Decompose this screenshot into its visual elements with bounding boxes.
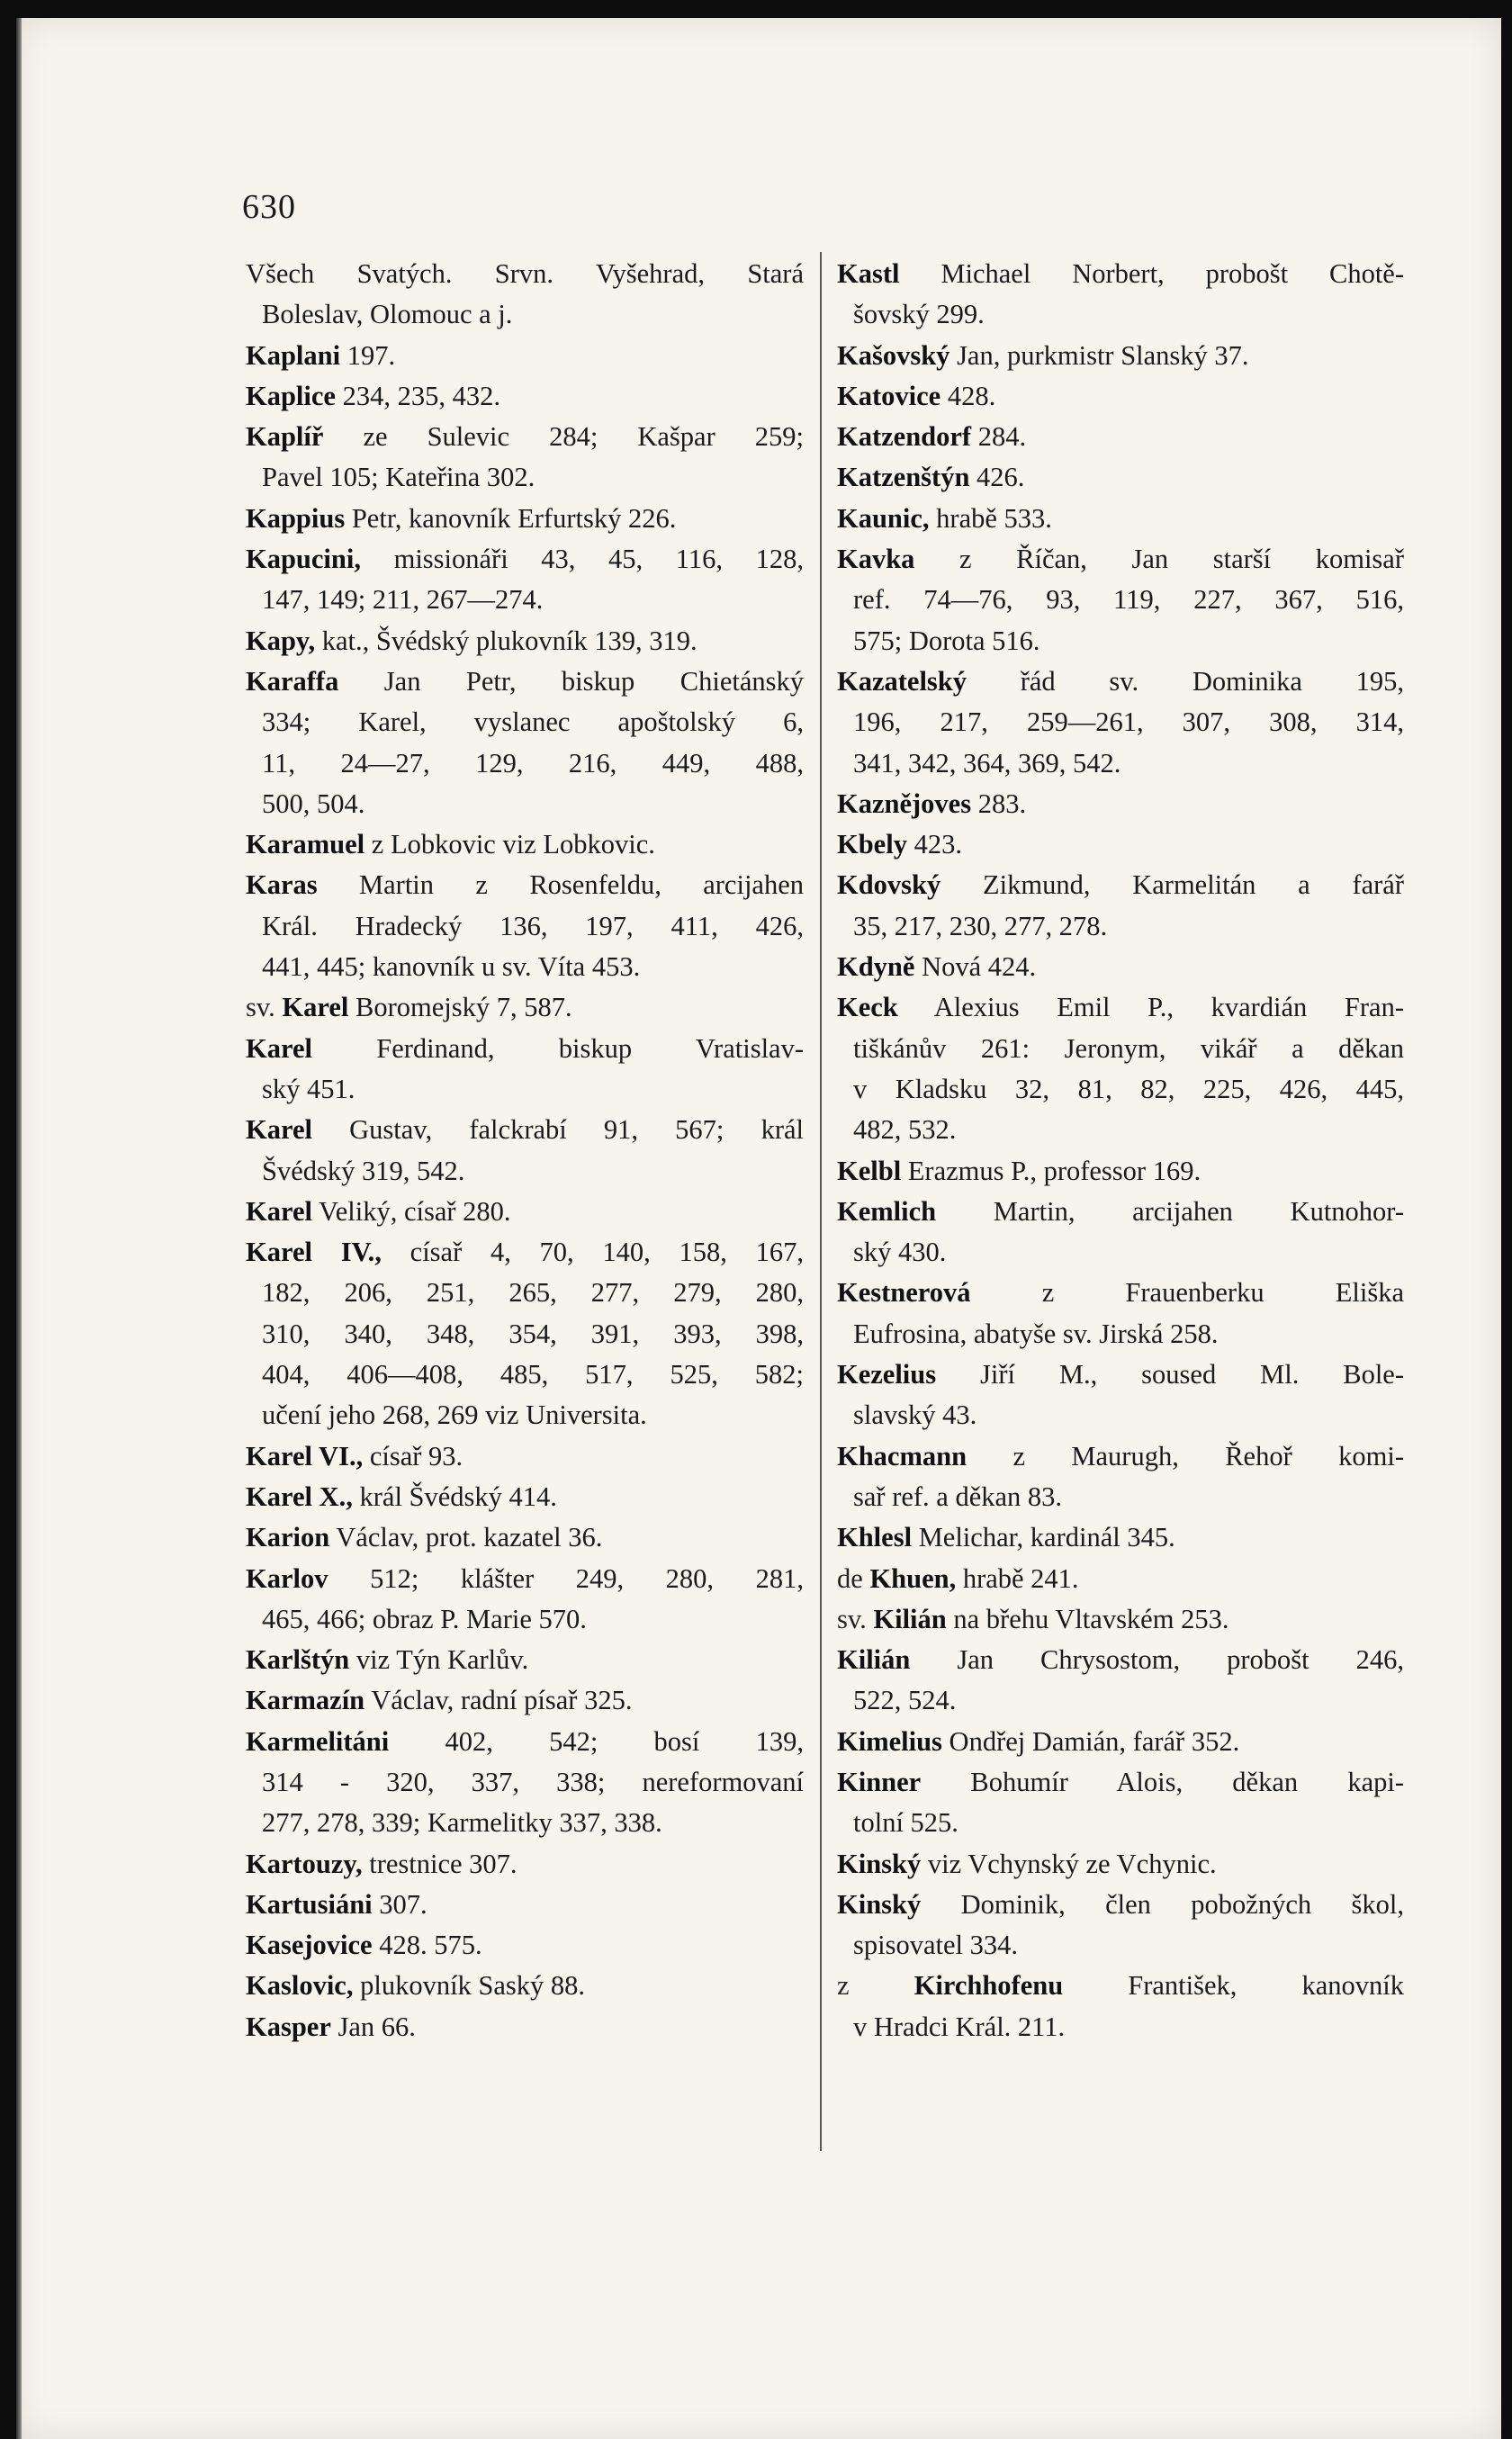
- index-entry: [246, 1722, 804, 1844]
- index-entry: [837, 1762, 1404, 1844]
- entry-text: 307.: [372, 1888, 428, 1920]
- entry-text: 423.: [906, 829, 962, 860]
- index-entry: [837, 1354, 1404, 1436]
- entry-line-continued: slavský 43.: [853, 1400, 977, 1431]
- index-entry: [246, 824, 804, 865]
- index-entry: [837, 1517, 1404, 1558]
- entry-line-first: [837, 1151, 1404, 1192]
- entry-text: Gustav, falckrabí 91, 567; král: [311, 1114, 804, 1146]
- entry-text: 234, 235, 432.: [335, 380, 500, 411]
- entry-headword: Karel: [246, 1032, 312, 1064]
- entry-headword: Karamuel: [246, 829, 365, 860]
- page-number: 630: [242, 188, 296, 226]
- entry-line-first: [246, 1640, 804, 1680]
- entry-headword: Karel IV.,: [246, 1237, 382, 1268]
- entry-headword: Kilián: [873, 1603, 947, 1634]
- page-binding-edge: [16, 18, 22, 2439]
- entry-text: 283.: [971, 788, 1027, 819]
- entry-headword: Katzendorf: [837, 421, 972, 453]
- entry-line-first: [837, 1885, 1404, 1925]
- entry-line-continued: 182, 206, 251, 265, 277, 279, 280,: [262, 1277, 804, 1309]
- entry-headword: Kbely: [837, 829, 907, 860]
- entry-headword: Karel X.,: [246, 1480, 353, 1512]
- index-entry: [837, 1273, 1404, 1354]
- entry-headword: Kezelius: [837, 1359, 937, 1390]
- entry-headword: Kdyně: [837, 951, 915, 983]
- entry-headword: Kinský: [837, 1888, 922, 1920]
- entry-text: císař 4, 70, 140, 158, 167,: [381, 1237, 805, 1268]
- entry-line-first: [246, 662, 804, 702]
- entry-line-continued: 404, 406—408, 485, 517, 525, 582;: [262, 1359, 804, 1390]
- index-entry: [837, 1151, 1404, 1192]
- entry-line-continued: 35, 217, 230, 277, 278.: [853, 910, 1108, 941]
- index-entry: [837, 1559, 1404, 1599]
- entry-line-first: [837, 865, 1404, 905]
- entry-headword: Katovice: [837, 380, 941, 411]
- index-entry: [246, 1517, 804, 1558]
- index-entry: [246, 1966, 804, 2006]
- entry-line-continued: 522, 524.: [853, 1685, 957, 1716]
- entry-headword: Karas: [246, 869, 318, 901]
- entry-line-first: [246, 1029, 804, 1069]
- index-entry: [246, 865, 804, 987]
- entry-text: Jan, purkmistr Slanský 37.: [950, 339, 1249, 371]
- entry-headword: Kapy,: [246, 625, 316, 656]
- entry-line-continued: tolní 525.: [853, 1807, 958, 1839]
- entry-line-first: [246, 376, 804, 417]
- entry-headword: Kartusiáni: [246, 1888, 373, 1920]
- entry-text: Nová 424.: [914, 951, 1037, 983]
- index-entry: [837, 539, 1404, 662]
- entry-text: Bohumír Alois, děkan kapi-: [921, 1766, 1404, 1797]
- entry-line-first: [837, 1354, 1404, 1395]
- entry-headword: Karel: [246, 1195, 312, 1227]
- entry-text: František, kanovník: [1063, 1970, 1404, 2002]
- entry-line-continued: 341, 342, 364, 369, 542.: [853, 747, 1121, 778]
- entry-prefix: z: [837, 1970, 914, 2002]
- entry-line-continued: učení jeho 268, 269 viz Universita.: [262, 1400, 647, 1431]
- entry-line-continued: 334; Karel, vyslanec apoštolský 6,: [262, 706, 804, 738]
- entry-headword: Kaslovic,: [246, 1970, 354, 2002]
- entry-text: Erazmus P., professor 169.: [901, 1155, 1202, 1186]
- index-entry: [246, 1110, 804, 1192]
- entry-text: Alexius Emil P., kvardián Fran-: [897, 992, 1404, 1023]
- entry-headword: Karlštýn: [246, 1644, 350, 1676]
- entry-line-first: [246, 1925, 804, 1966]
- index-entry: [837, 662, 1404, 784]
- entry-headword: Katzenštýn: [837, 462, 970, 493]
- entry-line-continued: ský 430.: [853, 1237, 947, 1268]
- entry-text: Martin, arcijahen Kutnohor-: [936, 1195, 1404, 1227]
- entry-line-first: [837, 1192, 1404, 1232]
- entry-line-first: [837, 457, 1404, 498]
- entry-line-first: [246, 1559, 804, 1599]
- entry-line-continued: 465, 466; obraz P. Marie 570.: [262, 1603, 587, 1634]
- index-entry: [837, 499, 1404, 539]
- entry-line-continued: Král. Hradecký 136, 197, 411, 426,: [262, 910, 804, 941]
- entry-text: Jan Chrysostom, probošt 246,: [910, 1644, 1404, 1676]
- entry-line-first: [837, 1436, 1404, 1477]
- index-entry: [246, 539, 804, 621]
- entry-line-first: [246, 1844, 804, 1885]
- entry-headword: Karel: [246, 1114, 312, 1146]
- entry-headword: Kirchhofenu: [914, 1970, 1064, 2002]
- entry-headword: Kelbl: [837, 1155, 902, 1186]
- index-entry: [246, 376, 804, 417]
- index-entry: [246, 254, 804, 336]
- index-column-right: [837, 254, 1404, 2048]
- entry-text: Ondřej Damián, farář 352.: [941, 1725, 1240, 1757]
- entry-prefix: de: [837, 1562, 870, 1594]
- entry-prefix: sv.: [837, 1603, 874, 1634]
- index-entry: [246, 499, 804, 539]
- entry-text: na břehu Vltavském 253.: [946, 1603, 1229, 1634]
- index-entry: [246, 1559, 804, 1641]
- entry-headword: Kilián: [837, 1644, 911, 1676]
- entry-text: Veliký, císař 280.: [311, 1195, 511, 1227]
- entry-text: z Frauenberku Eliška: [970, 1277, 1404, 1309]
- entry-line-first: [837, 1844, 1404, 1885]
- entry-line-first: [246, 499, 804, 539]
- entry-headword: Khlesl: [837, 1522, 913, 1553]
- entry-text: 197.: [340, 339, 396, 371]
- entry-line-first: [837, 662, 1404, 702]
- index-entry: [246, 1640, 804, 1680]
- entry-line-continued: sař ref. a děkan 83.: [853, 1480, 1063, 1512]
- entry-headword: Karaffa: [246, 665, 339, 697]
- entry-line-continued: tiškánův 261: Jeronym, vikář a děkan: [853, 1032, 1404, 1064]
- index-entry: [246, 1232, 804, 1436]
- entry-headword: Khuen,: [869, 1562, 957, 1594]
- entry-line-first: [837, 824, 1404, 865]
- entry-headword: Karel: [282, 992, 349, 1023]
- entry-text: z Maurugh, Řehoř komi-: [967, 1440, 1404, 1472]
- entry-line-first: [246, 1517, 804, 1558]
- entry-headword: Khacmann: [837, 1440, 968, 1472]
- index-entry: [837, 1436, 1404, 1518]
- entry-line-continued: v Hradci Král. 211.: [853, 2011, 1066, 2042]
- entry-line-first: [246, 254, 804, 294]
- index-entry: [246, 417, 804, 499]
- entry-text: Melichar, kardinál 345.: [912, 1522, 1175, 1553]
- entry-text: Jiří M., soused Ml. Bole-: [936, 1359, 1404, 1390]
- entry-headword: Kimelius: [837, 1725, 942, 1757]
- index-entry: [837, 1722, 1404, 1762]
- entry-text: kat., Švédský plukovník 139, 319.: [315, 625, 698, 656]
- index-entry: [837, 1966, 1404, 2048]
- entry-line-first: [837, 1517, 1404, 1558]
- entry-line-continued: 277, 278, 339; Karmelitky 337, 338.: [262, 1807, 662, 1839]
- index-entry: [246, 336, 804, 376]
- entry-text: Jan 66.: [330, 2011, 416, 2042]
- entry-headword: Kašovský: [837, 339, 950, 371]
- entry-line-first: [837, 1273, 1404, 1313]
- entry-headword: Kasejovice: [246, 1930, 373, 1961]
- index-entry: [837, 987, 1404, 1150]
- entry-text: Jan Petr, biskup Chietánský: [338, 665, 804, 697]
- entry-line-first: [246, 2007, 804, 2048]
- entry-line-first: [246, 1110, 804, 1150]
- entry-text: Dominik, člen pobožných škol,: [921, 1888, 1404, 1920]
- entry-line-first: [246, 1192, 804, 1232]
- entry-line-continued: ský 451.: [262, 1073, 356, 1104]
- entry-text: 284.: [971, 421, 1027, 453]
- entry-headword: Kemlich: [837, 1195, 937, 1227]
- entry-headword: Kavka: [837, 544, 915, 575]
- entry-headword: Karion: [246, 1522, 330, 1553]
- entry-line-continued: spisovatel 334.: [853, 1930, 1018, 1961]
- entry-line-first: [246, 1966, 804, 2006]
- entry-text: hrabě 533.: [929, 502, 1052, 534]
- entry-headword: Kastl: [837, 258, 900, 289]
- entry-line-first: [837, 1640, 1404, 1680]
- entry-text: z Říčan, Jan starší komisař: [914, 544, 1404, 575]
- entry-line-first: [837, 539, 1404, 580]
- entry-text: Ferdinand, biskup Vratislav-: [311, 1032, 804, 1064]
- entry-line-continued: ref. 74—76, 93, 119, 227, 367, 516,: [853, 584, 1404, 616]
- entry-headword: Kapucini,: [246, 544, 361, 575]
- entry-line-continued: 441, 445; kanovník u sv. Víta 453.: [262, 951, 641, 983]
- index-entry: [246, 1844, 804, 1885]
- index-entry: [246, 621, 804, 662]
- entry-text: Zikmund, Karmelitán a farář: [940, 869, 1404, 901]
- entry-text: 426.: [969, 462, 1025, 493]
- entry-line-first: [837, 784, 1404, 824]
- entry-line-first: [246, 1436, 804, 1477]
- entry-headword: Kaznějoves: [837, 788, 972, 819]
- index-entry: [246, 1436, 804, 1477]
- index-entry: [246, 987, 804, 1028]
- index-entry: [837, 1640, 1404, 1722]
- entry-line-first: [246, 417, 804, 457]
- entry-headword: Keck: [837, 992, 898, 1023]
- entry-headword: Kaplice: [246, 380, 336, 411]
- entry-line-first: [837, 1599, 1404, 1640]
- entry-line-first: [246, 1885, 804, 1925]
- index-entry: [837, 865, 1404, 947]
- entry-line-first: [246, 336, 804, 376]
- index-column-left: [246, 254, 804, 2048]
- entry-text: trestnice 307.: [362, 1848, 518, 1879]
- entry-line-continued: 575; Dorota 516.: [853, 625, 1040, 656]
- index-entry: [837, 1885, 1404, 1966]
- entry-text: ze Sulevic 284; Kašpar 259;: [323, 421, 804, 453]
- entry-line-first: [837, 1966, 1404, 2006]
- entry-headword: Kaplani: [246, 339, 341, 371]
- column-divider: [820, 252, 822, 2151]
- entry-text: Michael Norbert, probošt Chotě-: [899, 258, 1404, 289]
- index-entry: [837, 254, 1404, 336]
- entry-headword: Kestnerová: [837, 1277, 971, 1309]
- entry-line-continued: 11, 24—27, 129, 216, 449, 488,: [262, 747, 804, 778]
- index-entry: [837, 824, 1404, 865]
- entry-line-first: [837, 499, 1404, 539]
- entry-line-first: [246, 1232, 804, 1273]
- index-entry: [837, 417, 1404, 457]
- entry-headword: Kinský: [837, 1848, 922, 1879]
- index-entry: [246, 1192, 804, 1232]
- entry-text: král Švédský 414.: [352, 1480, 557, 1512]
- index-entry: [837, 1844, 1404, 1885]
- entry-line-first: [246, 1680, 804, 1721]
- entry-text: řád sv. Dominika 195,: [967, 665, 1404, 697]
- entry-line-continued: Eufrosina, abatyše sv. Jirská 258.: [853, 1318, 1219, 1349]
- entry-text: 512; klášter 249, 280, 281,: [328, 1562, 804, 1594]
- entry-line-first: [246, 1722, 804, 1762]
- entry-line-first: [246, 824, 804, 865]
- index-entry: [837, 1599, 1404, 1640]
- entry-headword: Kasper: [246, 2011, 331, 2042]
- entry-line-first: [246, 1477, 804, 1517]
- entry-text: 402, 542; bosí 139,: [389, 1725, 804, 1757]
- entry-headword: Karmelitáni: [246, 1725, 390, 1757]
- index-entry: [837, 1192, 1404, 1274]
- entry-text: z Lobkovic viz Lobkovic.: [364, 829, 655, 860]
- entry-headword: Kinner: [837, 1766, 922, 1797]
- entry-line-first: [837, 336, 1404, 376]
- entry-line-continued: 310, 340, 348, 354, 391, 393, 398,: [262, 1318, 804, 1349]
- entry-line-continued: 147, 149; 211, 267—274.: [262, 584, 544, 616]
- index-entry: [246, 662, 804, 824]
- index-entry: [837, 376, 1404, 417]
- entry-text: Všech Svatých. Srvn. Vyšehrad, Stará: [246, 258, 804, 289]
- entry-line-first: [837, 376, 1404, 417]
- entry-text: viz Týn Karlův.: [349, 1644, 529, 1676]
- entry-headword: Kartouzy,: [246, 1848, 363, 1879]
- entry-line-first: [246, 865, 804, 905]
- index-entry: [246, 1029, 804, 1111]
- entry-headword: Kaplíř: [246, 421, 324, 453]
- entry-text: Boromejský 7, 587.: [348, 992, 572, 1023]
- entry-line-first: [837, 254, 1404, 294]
- index-entry: [246, 1680, 804, 1721]
- entry-text: hrabě 241.: [956, 1562, 1079, 1594]
- entry-line-continued: 314 - 320, 337, 338; nereformovaní: [262, 1766, 804, 1797]
- entry-headword: Kappius: [246, 502, 346, 534]
- entry-headword: Kaunic,: [837, 502, 930, 534]
- entry-text: Petr, kanovník Erfurtský 226.: [345, 502, 677, 534]
- entry-headword: Karmazín: [246, 1685, 365, 1716]
- entry-line-first: [837, 947, 1404, 987]
- entry-line-first: [837, 1762, 1404, 1803]
- index-entry: [246, 1477, 804, 1517]
- entry-headword: Kdovský: [837, 869, 941, 901]
- index-entry: [837, 336, 1404, 376]
- entry-headword: Karlov: [246, 1562, 328, 1594]
- entry-text: Martin z Rosenfeldu, arcijahen: [317, 869, 804, 901]
- index-entry: [837, 457, 1404, 498]
- entry-line-continued: 482, 532.: [853, 1114, 957, 1146]
- entry-text: missionáři 43, 45, 116, 128,: [360, 544, 804, 575]
- entry-line-continued: 500, 504.: [262, 788, 365, 819]
- entry-line-first: [837, 1559, 1404, 1599]
- entry-line-continued: Pavel 105; Kateřina 302.: [262, 462, 536, 493]
- entry-line-continued: šovský 299.: [853, 299, 985, 330]
- index-entry: [246, 1885, 804, 1925]
- entry-line-continued: Švédský 319, 542.: [262, 1155, 465, 1186]
- entry-line-continued: v Kladsku 32, 81, 82, 225, 426, 445,: [853, 1073, 1404, 1104]
- entry-line-first: [246, 987, 804, 1028]
- entry-text: plukovník Saský 88.: [353, 1970, 586, 2002]
- entry-text: viz Vchynský ze Vchynic.: [921, 1848, 1217, 1879]
- entry-prefix: sv.: [246, 992, 283, 1023]
- entry-line-first: [837, 417, 1404, 457]
- index-entry: [837, 947, 1404, 987]
- entry-headword: Karel VI.,: [246, 1440, 364, 1472]
- entry-line-first: [837, 987, 1404, 1028]
- index-entry: [837, 784, 1404, 824]
- entry-text: Václav, prot. kazatel 36.: [329, 1522, 603, 1553]
- entry-text: Václav, radní písař 325.: [364, 1685, 633, 1716]
- entry-line-first: [837, 1722, 1404, 1762]
- entry-line-first: [246, 621, 804, 662]
- entry-text: císař 93.: [363, 1440, 464, 1472]
- entry-text: 428.: [940, 380, 996, 411]
- entry-line-first: [246, 539, 804, 580]
- entry-line-continued: Boleslav, Olomouc a j.: [262, 299, 513, 330]
- entry-headword: Kazatelský: [837, 665, 968, 697]
- index-entry: [246, 1925, 804, 1966]
- entry-line-continued: 196, 217, 259—261, 307, 308, 314,: [853, 706, 1404, 738]
- index-entry: [246, 2007, 804, 2048]
- entry-text: 428. 575.: [372, 1930, 482, 1961]
